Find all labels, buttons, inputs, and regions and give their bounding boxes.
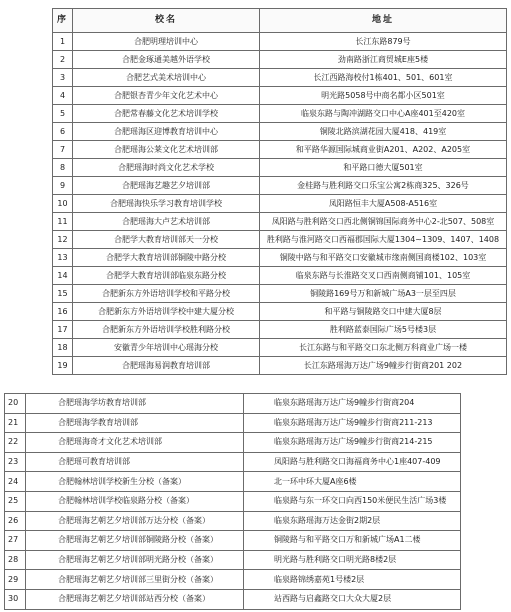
school-name: 合肥明理培训中心 [73, 33, 260, 51]
school-address: 临泉东路瑶海万达广场9幢步行街商204 [244, 394, 461, 414]
school-address: 明光路与胜利路交口明光路8楼2层 [244, 550, 461, 570]
table-row [53, 141, 507, 159]
school-address: 临泉东路与长淮路交叉口西南侧商铺101、105室 [260, 267, 507, 285]
school-address: 临泉东路瑶海万达金街2期2层 [244, 511, 461, 531]
school-address: 临泉东路与陶冲湖路交口中心A座401至420室 [260, 105, 507, 123]
school-name: 合肥学大教育培训部铜陵中路分校 [73, 249, 260, 267]
school-name: 合肥新东方外语培训学校胜利路分校 [73, 321, 260, 339]
table-row [5, 394, 461, 414]
table-row [5, 589, 461, 609]
table-row [53, 249, 507, 267]
school-name: 合肥瑶海时尚文化艺术学校 [73, 159, 260, 177]
row-number: 17 [53, 321, 73, 339]
table-row [53, 231, 507, 249]
row-number: 26 [5, 511, 26, 531]
school-address: 铜陵中路与和平路交口安徽城市缘南侧国商楼102、103室 [260, 249, 507, 267]
table-row [5, 550, 461, 570]
school-address: 和平路与铜陵路交口中建大厦8层 [260, 303, 507, 321]
row-number: 7 [53, 141, 73, 159]
row-number: 24 [5, 472, 26, 492]
row-number: 4 [53, 87, 73, 105]
table-row [53, 267, 507, 285]
school-name: 合肥常春藤文化艺术培训学校 [73, 105, 260, 123]
table-row [53, 357, 507, 375]
table-row [5, 531, 461, 551]
table-row [53, 303, 507, 321]
table-row [53, 87, 507, 105]
school-address: 铜陵路169号万和新城广场A3一层至四层 [260, 285, 507, 303]
school-address: 长江东路879号 [260, 33, 507, 51]
school-name: 合肥学大教育培训部天一分校 [73, 231, 260, 249]
school-name: 合肥瑶海区迎博教育培训中心 [73, 123, 260, 141]
school-name: 合肥瑶海艺朝艺夕培训部明光路分校（备案） [26, 550, 244, 570]
school-address: 临泉东路瑶海万达广场9幢步行街商211-213 [244, 413, 461, 433]
school-name: 合肥瑶海学坊教育培训部 [26, 394, 244, 414]
school-address: 和平路华源国际城商业街A201、A202、A205室 [260, 141, 507, 159]
school-name: 合肥瑶海艺朝艺夕培训部站西分校（备案） [26, 589, 244, 609]
school-address: 北一环中环大厦A座6楼 [244, 472, 461, 492]
school-address: 长江东路与和平路交口东北侧万科商业广场一楼 [260, 339, 507, 357]
table-header-row [53, 9, 507, 33]
table-row [5, 491, 461, 511]
school-name: 合肥瑶海艺朝艺夕培训部铜陵路分校（备案） [26, 531, 244, 551]
school-address: 胜利路蓝泰国际广场5号楼3层 [260, 321, 507, 339]
school-address: 明光路5058号中商名都小区501室 [260, 87, 507, 105]
school-address: 劲南路浙江商贸城E座5楼 [260, 51, 507, 69]
row-number: 18 [53, 339, 73, 357]
row-number: 13 [53, 249, 73, 267]
school-name: 合肥瑶海艺朝艺夕培训部万达分校（备案） [26, 511, 244, 531]
table-row [5, 511, 461, 531]
school-list-table-part2 [4, 393, 461, 610]
table-row [53, 69, 507, 87]
school-name: 合肥瑶海艺趣艺夕培训部 [73, 177, 260, 195]
row-number: 10 [53, 195, 73, 213]
row-number: 14 [53, 267, 73, 285]
school-name: 合肥瑶海公莱文化艺术培训部 [73, 141, 260, 159]
table-row [53, 123, 507, 141]
row-number: 20 [5, 394, 26, 414]
table-row [5, 452, 461, 472]
row-number: 28 [5, 550, 26, 570]
row-number: 29 [5, 570, 26, 590]
row-number: 23 [5, 452, 26, 472]
school-address: 和平路口德大厦501室 [260, 159, 507, 177]
school-name: 合肥翰林培训学校临泉路分校（备案） [26, 491, 244, 511]
school-name: 合肥瑶海大卢艺术培训部 [73, 213, 260, 231]
table-row [53, 159, 507, 177]
row-number: 8 [53, 159, 73, 177]
school-list-table-part1 [52, 8, 507, 375]
table-row [53, 33, 507, 51]
school-address: 站西路与启鑫路交口大众大厦2层 [244, 589, 461, 609]
row-number: 6 [53, 123, 73, 141]
header-no: 序 [53, 9, 73, 33]
row-number: 9 [53, 177, 73, 195]
table-row [53, 321, 507, 339]
school-address: 凤阳路恒丰大厦A508-A516室 [260, 195, 507, 213]
row-number: 11 [53, 213, 73, 231]
school-address: 铜陵路与和平路交口万和新城广场A1二楼 [244, 531, 461, 551]
row-number: 3 [53, 69, 73, 87]
school-name: 合肥瑶海快乐学习教育培训学校 [73, 195, 260, 213]
row-number: 5 [53, 105, 73, 123]
school-name: 合肥新东方外语培训学校和平路分校 [73, 285, 260, 303]
table-row [53, 285, 507, 303]
school-address: 临泉东路瑶海万达广场9幢步行街商214-215 [244, 433, 461, 453]
school-address: 长江西路海校付1栋401、501、601室 [260, 69, 507, 87]
table-row [5, 433, 461, 453]
row-number: 21 [5, 413, 26, 433]
school-name: 合肥学大教育培训部临泉东路分校 [73, 267, 260, 285]
row-number: 15 [53, 285, 73, 303]
school-name: 合肥翰林培训学校新生分校（备案） [26, 472, 244, 492]
school-address: 胜利路与淮河路交口西福郡国际大厦1304~1309、1407、1408 [260, 231, 507, 249]
school-address: 金桂路与胜利路交口乐宝公寓2栋商325、326号 [260, 177, 507, 195]
school-name: 合肥瑶可教育培训部 [26, 452, 244, 472]
table-row [53, 195, 507, 213]
school-address: 凤阳路与胜利路交口海福商务中心1座407-409 [244, 452, 461, 472]
school-name: 合肥金琢通美越外语学校 [73, 51, 260, 69]
row-number: 30 [5, 589, 26, 609]
row-number: 25 [5, 491, 26, 511]
school-address: 临泉路与东一环交口向西150米便民生活广场3楼 [244, 491, 461, 511]
row-number: 16 [53, 303, 73, 321]
row-number: 22 [5, 433, 26, 453]
table-row [53, 213, 507, 231]
table-row [5, 413, 461, 433]
table-row [53, 177, 507, 195]
row-number: 2 [53, 51, 73, 69]
school-address: 长江东路瑶海万达广场9幢步行街商201 202 [260, 357, 507, 375]
school-name: 合肥瑶海学教育培训部 [26, 413, 244, 433]
row-number: 19 [53, 357, 73, 375]
school-name: 合肥艺式美术培训中心 [73, 69, 260, 87]
table-row [53, 339, 507, 357]
school-name: 合肥瑶海艺朝艺夕培训部三里街分校（备案） [26, 570, 244, 590]
row-number: 27 [5, 531, 26, 551]
table-row [5, 472, 461, 492]
table-row [5, 570, 461, 590]
row-number: 12 [53, 231, 73, 249]
header-name: 校名 [73, 9, 260, 33]
school-address: 临泉路锦绣嘉苑1号楼2层 [244, 570, 461, 590]
row-number: 1 [53, 33, 73, 51]
school-address: 凤阳路与胜利路交口西北侧铜锦国际商务中心2-北507、508室 [260, 213, 507, 231]
school-name: 合肥瑶海奇才文化艺术培训部 [26, 433, 244, 453]
school-name: 合肥新东方外语培训学校中建大厦分校 [73, 303, 260, 321]
school-name: 合肥银杏青少年文化艺术中心 [73, 87, 260, 105]
table-row [53, 105, 507, 123]
school-name: 合肥瑶海易润教育培训部 [73, 357, 260, 375]
school-name: 安徽青少年培训中心瑶海分校 [73, 339, 260, 357]
table-row [53, 51, 507, 69]
header-address: 地址 [260, 9, 507, 33]
school-address: 铜陵北路滨湖花园大厦418、419室 [260, 123, 507, 141]
